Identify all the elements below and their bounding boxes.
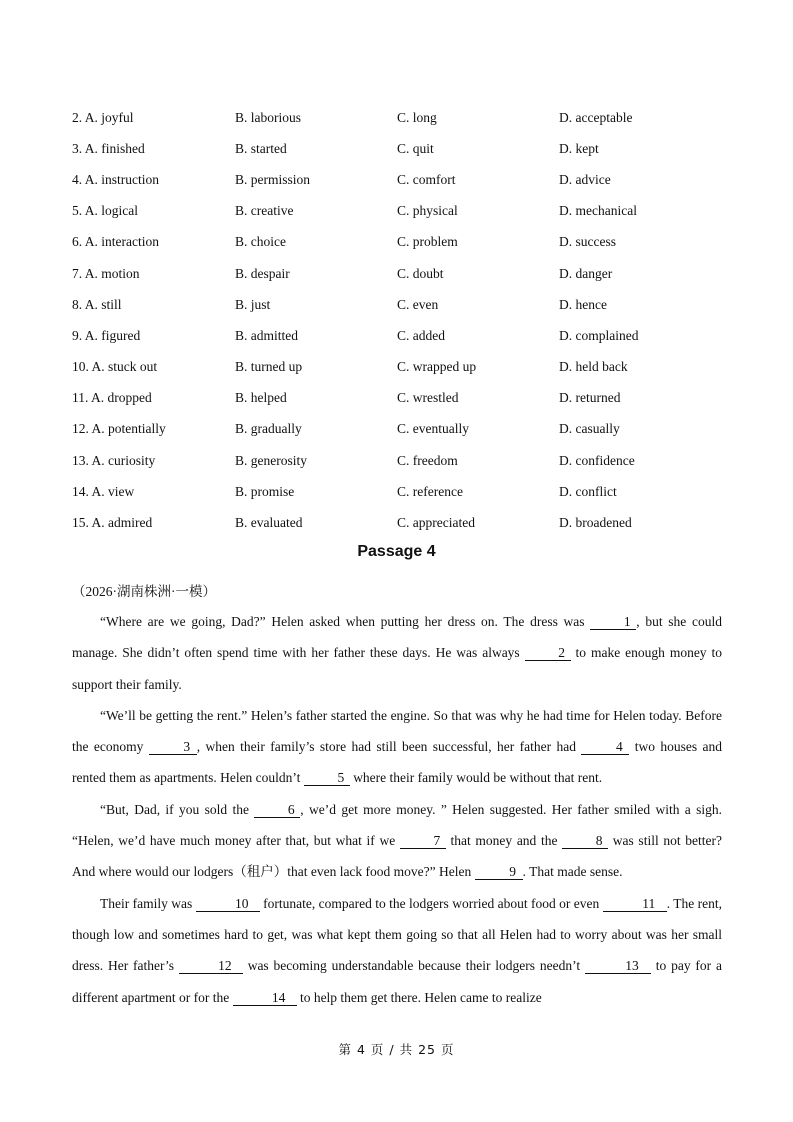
option-c: C. wrestled xyxy=(397,390,459,406)
option-c: C. appreciated xyxy=(397,515,475,531)
text-run: “But, Dad, if you sold the xyxy=(100,801,255,817)
blank-10: 10 xyxy=(196,896,260,912)
text-run: two houses and rented them as apartments. Helen couldn’t xyxy=(72,739,722,786)
option-b: B. creative xyxy=(235,203,294,219)
text-run: , but she could manage. She didn’t often spend time with her father these days. He was always xyxy=(72,614,722,661)
blank-5: 5 xyxy=(304,770,350,786)
blank-8: 8 xyxy=(562,833,608,849)
blank-6: 6 xyxy=(254,802,300,818)
option-c: C. physical xyxy=(397,203,458,219)
option-d: D. mechanical xyxy=(559,203,637,219)
text-run: was still not better? And where would our lodgers（租户）that even lack food move?” Helen xyxy=(72,833,722,880)
option-b: B. promise xyxy=(235,483,295,499)
option-row xyxy=(72,289,732,320)
option-c: C. doubt xyxy=(397,265,444,281)
paragraph-2 xyxy=(72,700,722,794)
text-run: where their family would be without that rent. xyxy=(349,770,603,786)
option-a: 14. A. view xyxy=(72,483,135,499)
passage-title: Passage 4 xyxy=(357,543,436,560)
text-run: , when their family’s store had still been successful, her father had xyxy=(196,739,582,755)
text-run: fortunate, compared to the lodgers worried about food or even xyxy=(259,895,603,911)
option-row xyxy=(72,164,732,195)
blank-14: 14 xyxy=(233,990,297,1006)
option-b: B. helped xyxy=(235,390,287,406)
blank-4: 4 xyxy=(581,739,629,755)
option-d: D. advice xyxy=(559,171,611,187)
paragraph-1 xyxy=(72,606,722,700)
option-d: D. conflict xyxy=(559,483,617,499)
option-d: D. returned xyxy=(559,390,621,406)
option-row xyxy=(72,414,732,445)
text-run: to make enough money to support their family. xyxy=(72,645,722,692)
option-c: C. problem xyxy=(397,234,458,250)
option-a: 3. A. finished xyxy=(72,140,145,156)
text-run: “Where are we going, Dad?” Helen asked when putting her dress on. The dress was xyxy=(100,614,591,629)
answer-options-table xyxy=(72,102,732,539)
page-footer: 第 4 页 / 共 25 页 xyxy=(338,1042,455,1057)
blank-2: 2 xyxy=(525,645,571,661)
option-b: B. choice xyxy=(235,234,286,250)
option-d: D. held back xyxy=(559,359,628,375)
option-c: C. eventually xyxy=(397,421,469,437)
option-row xyxy=(72,352,732,383)
option-a: 15. A. admired xyxy=(72,515,153,531)
option-a: 12. A. potentially xyxy=(72,421,166,437)
option-row xyxy=(72,383,732,414)
text-run: , we’d get more money. ” Helen suggested. Her father smiled with a sigh. “Helen, we’d have much money after that, but what if we xyxy=(72,801,723,849)
option-row xyxy=(72,476,732,507)
blank-1: 1 xyxy=(590,614,636,630)
option-c: C. added xyxy=(397,327,445,343)
option-a: 2. A. joyful xyxy=(72,109,134,125)
option-a: 9. A. figured xyxy=(72,327,141,343)
text-run: was becoming understandable because their lodgers needn’t xyxy=(242,958,585,974)
option-d: D. acceptable xyxy=(559,109,633,125)
passage-source: （2026·湖南株洲·一模） xyxy=(72,584,216,599)
text-run: to help them get there. Helen came to realize xyxy=(296,989,542,1005)
option-b: B. turned up xyxy=(235,359,303,375)
option-c: C. long xyxy=(397,109,437,125)
blank-12: 12 xyxy=(179,958,243,974)
option-row xyxy=(72,102,732,133)
blank-7: 7 xyxy=(400,833,446,849)
option-a: 13. A. curiosity xyxy=(72,452,156,468)
option-d: D. complained xyxy=(559,327,639,343)
option-b: B. permission xyxy=(235,171,311,187)
option-row xyxy=(72,445,732,476)
option-row xyxy=(72,320,732,351)
option-d: D. kept xyxy=(559,140,599,156)
text-run: that money and the xyxy=(445,833,563,849)
option-a: 10. A. stuck out xyxy=(72,359,158,375)
text-run: . That made sense. xyxy=(522,864,623,880)
option-c: C. reference xyxy=(397,483,463,499)
option-d: D. success xyxy=(559,234,616,250)
option-row xyxy=(72,196,732,227)
text-run: Their family was xyxy=(100,895,196,911)
option-c: C. wrapped up xyxy=(397,359,477,375)
option-d: D. confidence xyxy=(559,452,635,468)
option-d: D. hence xyxy=(559,296,607,312)
blank-13: 13 xyxy=(585,958,651,974)
option-row xyxy=(72,133,732,164)
option-d: D. casually xyxy=(559,421,620,437)
passage-body xyxy=(72,606,722,1013)
option-a: 4. A. instruction xyxy=(72,171,159,187)
option-row xyxy=(72,507,732,538)
option-a: 11. A. dropped xyxy=(72,390,152,406)
text-run: to pay for a different apartment or for the xyxy=(72,958,723,1005)
option-a: 7. A. motion xyxy=(72,265,140,281)
option-c: C. quit xyxy=(397,140,434,156)
text-run: “We’ll be getting the rent.” Helen’s father started the engine. So that was why he had time for Helen today. Before the economy xyxy=(72,707,722,755)
option-b: B. despair xyxy=(235,265,290,281)
option-a: 5. A. logical xyxy=(72,203,138,219)
option-b: B. gradually xyxy=(235,421,302,437)
option-row xyxy=(72,258,732,289)
text-run: . The rent, though low and sometimes hard to get, was what kept them going so that all Helen had to worry about was her small dress. Her father’s xyxy=(72,895,723,974)
option-a: 8. A. still xyxy=(72,296,122,312)
blank-9: 9 xyxy=(475,864,523,880)
paragraph-4 xyxy=(72,888,722,1013)
option-b: B. evaluated xyxy=(235,515,303,531)
option-d: D. danger xyxy=(559,265,613,281)
blank-3: 3 xyxy=(149,739,197,755)
option-c: C. even xyxy=(397,296,439,312)
option-b: B. generosity xyxy=(235,452,307,468)
option-b: B. started xyxy=(235,140,287,156)
paragraph-3 xyxy=(72,794,722,888)
option-b: B. just xyxy=(235,296,271,312)
option-b: B. admitted xyxy=(235,327,298,343)
option-row xyxy=(72,227,732,258)
option-d: D. broadened xyxy=(559,515,632,531)
option-b: B. laborious xyxy=(235,109,301,125)
option-a: 6. A. interaction xyxy=(72,234,159,250)
option-c: C. freedom xyxy=(397,452,458,468)
option-c: C. comfort xyxy=(397,171,456,187)
blank-11: 11 xyxy=(603,896,667,912)
